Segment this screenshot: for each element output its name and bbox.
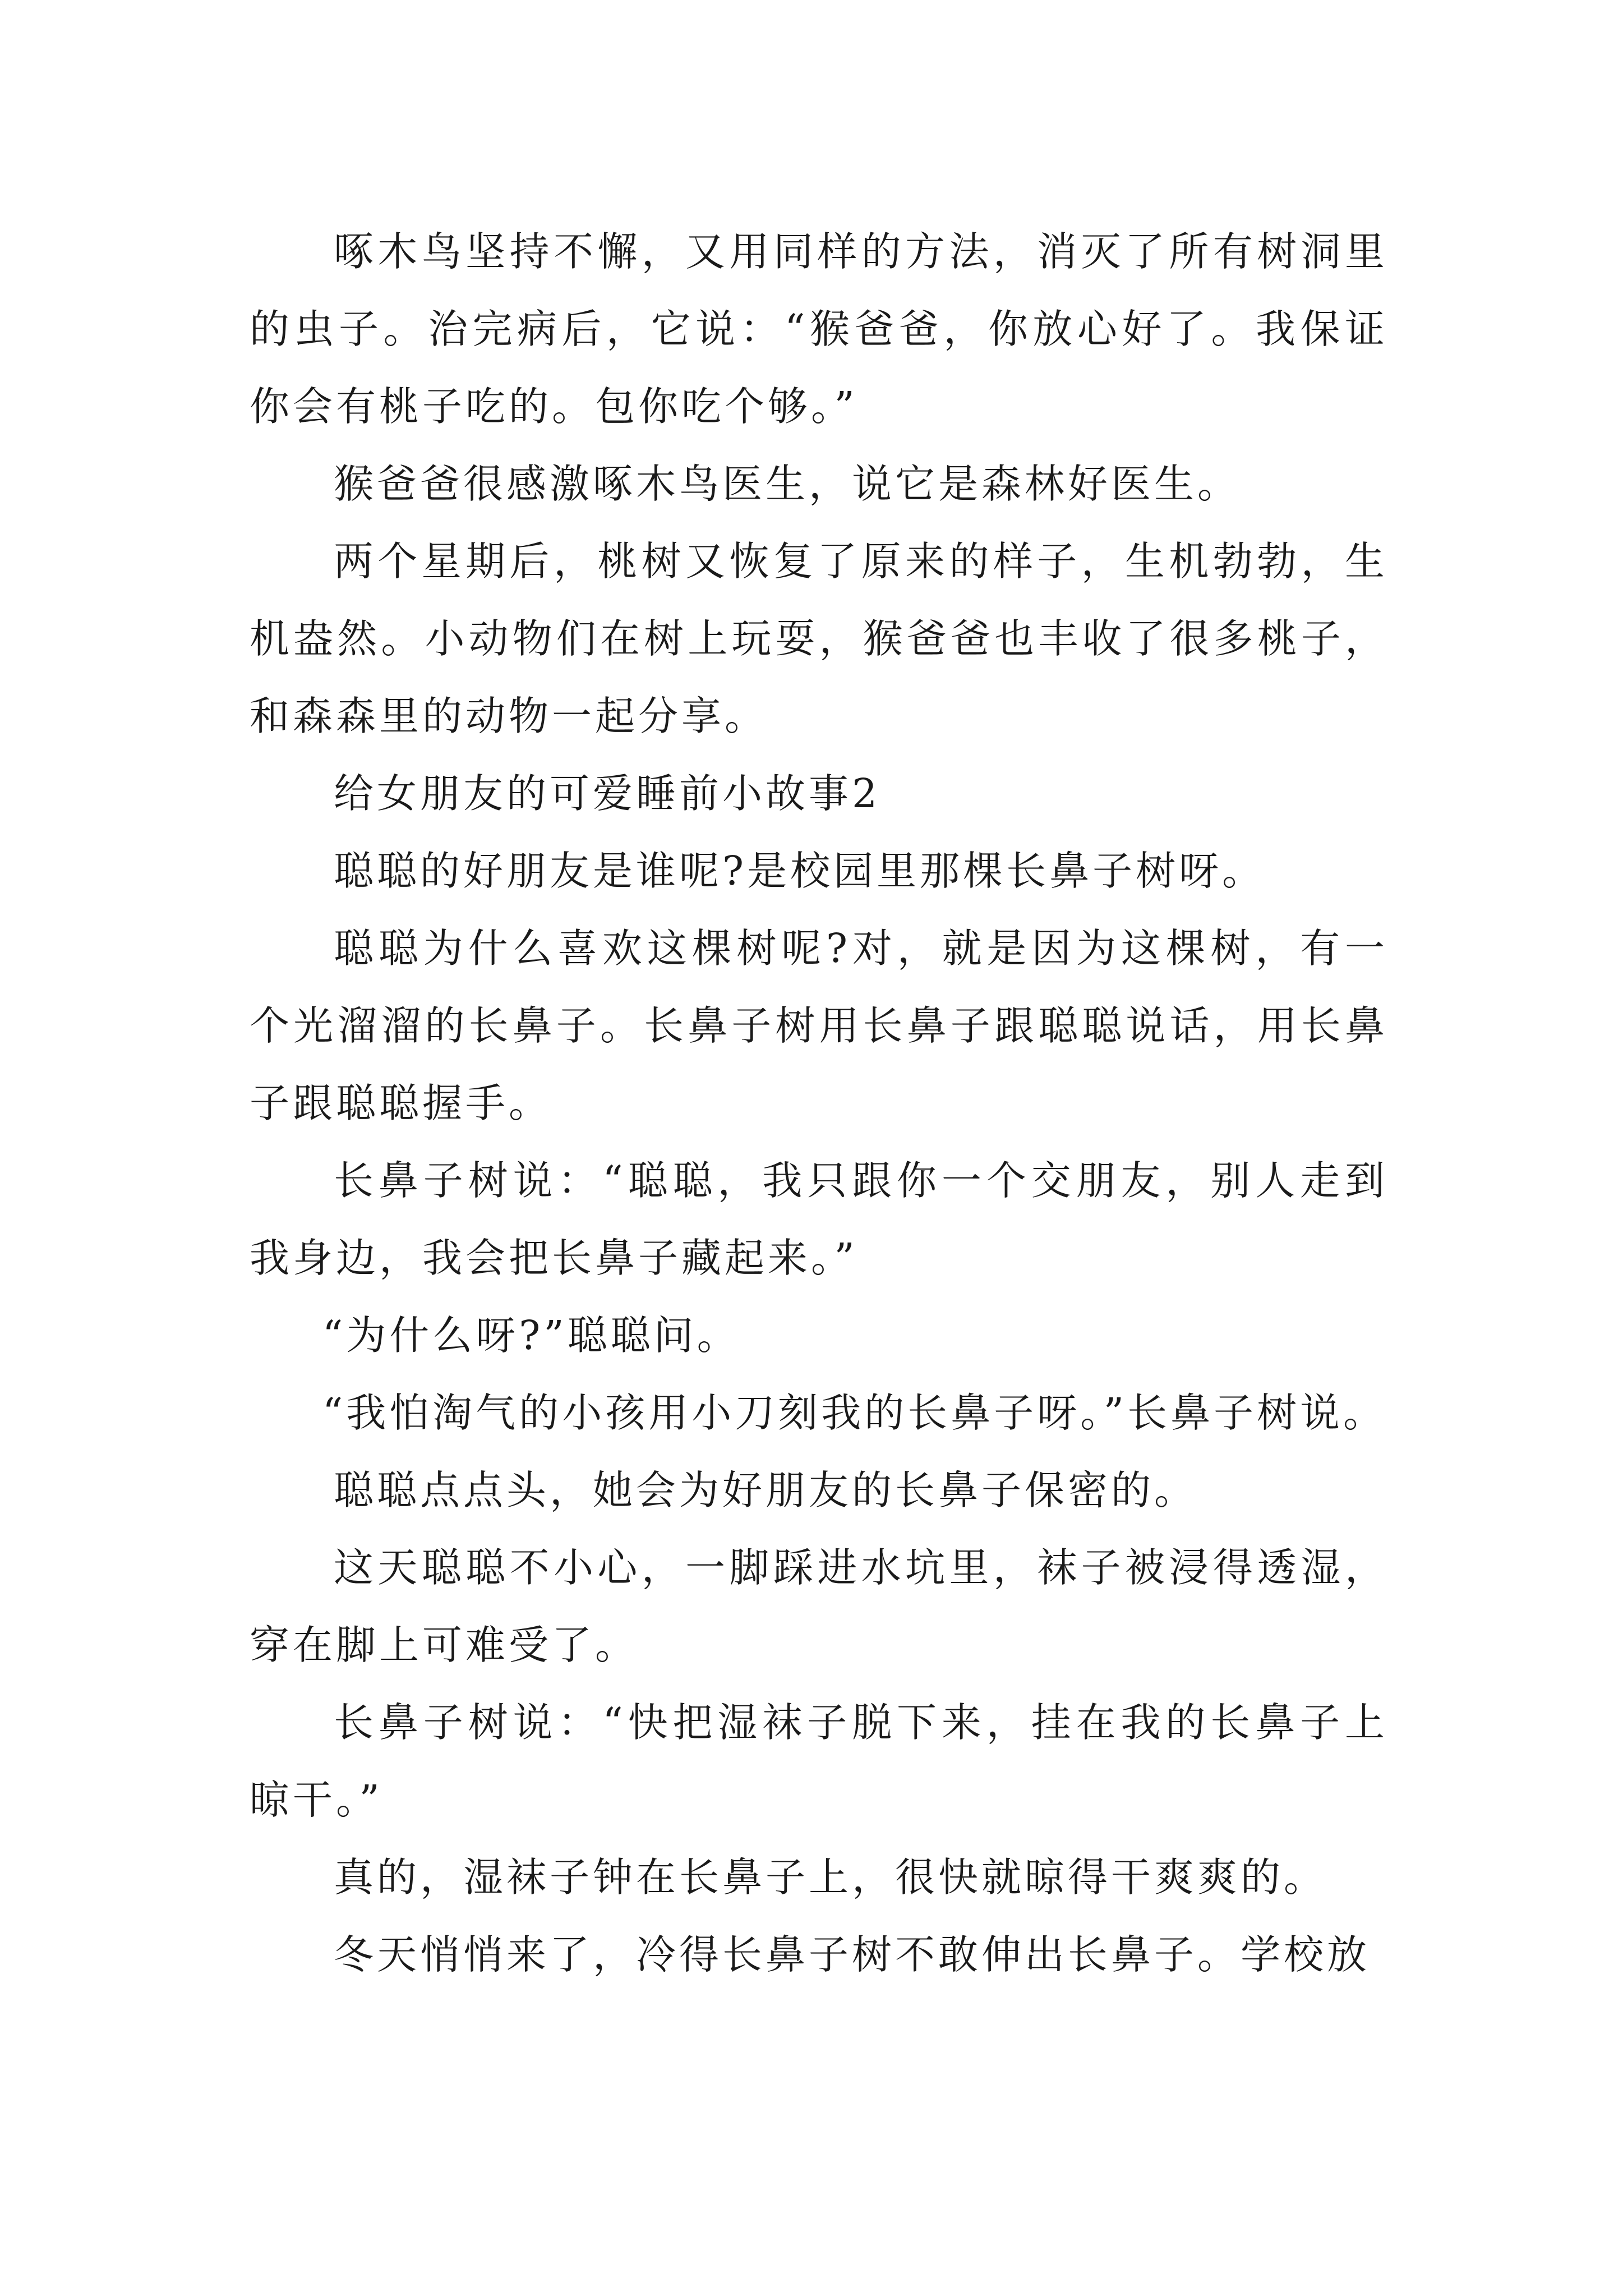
paragraph-7: 长鼻子树说：“聪聪，我只跟你一个交朋友，别人走到我身边，我会把长鼻子藏起来。”	[250, 1157, 1388, 1281]
paragraph-10: 聪聪点点头，她会为好朋友的长鼻子保密的。	[334, 1467, 1198, 1513]
paragraph-2: 猴爸爸很感激啄木鸟医生，说它是森林好医生。	[334, 461, 1241, 507]
paragraph-1: 啄木鸟坚持不懈，又用同样的方法，消灭了所有树洞里的虫子。治完病后，它说：“猴爸爸，你放心好了。我保证你会有桃子吃的。包你吃个够。”	[250, 228, 1388, 430]
paragraph-9: “我怕淘气的小孩用小刀刻我的长鼻子呀。”长鼻子树说。	[322, 1389, 1387, 1436]
paragraph-14: 冬天悄悄来了，冷得长鼻子树不敢伸出长鼻子。学校放	[334, 1931, 1371, 1978]
paragraph-12: 长鼻子树说：“快把湿袜子脱下来，挂在我的长鼻子上晾干。”	[250, 1699, 1388, 1823]
paragraph-3: 两个星期后，桃树又恢复了原来的样子，生机勃勃，生机盎然。小动物们在树上玩耍，猴爸爸也丰收了很多桃子，和森森里的动物一起分享。	[250, 538, 1388, 739]
paragraph-13: 真的，湿袜子钟在长鼻子上，很快就晾得干爽爽的。	[334, 1854, 1327, 1901]
paragraph-5: 聪聪的好朋友是谁呢?是校园里那棵长鼻子树呀。	[334, 848, 1266, 894]
paragraph-11: 这天聪聪不小心，一脚踩进水坑里，袜子被浸得透湿，穿在脚上可难受了。	[250, 1544, 1388, 1668]
document-body	[250, 213, 1388, 1994]
story-heading: 给女朋友的可爱睡前小故事2	[334, 770, 881, 817]
paragraph-8: “为什么呀?”聪聪问。	[322, 1312, 740, 1359]
paragraph-6: 聪聪为什么喜欢这棵树呢?对，就是因为这棵树，有一个光溜溜的长鼻子。长鼻子树用长鼻子跟聪聪说话，用长鼻子跟聪聪握手。	[250, 925, 1388, 1126]
